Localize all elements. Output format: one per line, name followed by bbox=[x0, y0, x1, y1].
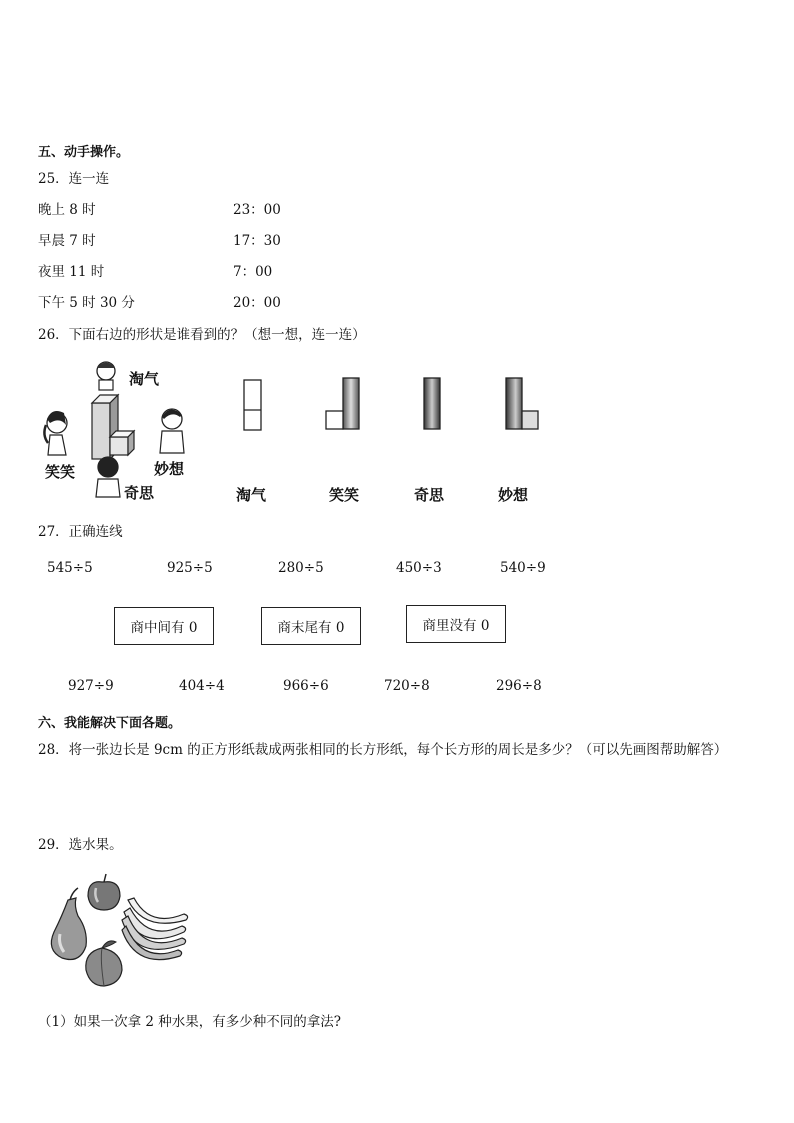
time-right-2: 17：30 bbox=[233, 233, 281, 249]
question-26-title: 26．下面右边的形状是谁看到的？（想一想，连一连） bbox=[38, 327, 366, 343]
question-29-title: 29．选水果。 bbox=[38, 837, 123, 853]
time-left-2: 早晨 7 时 bbox=[38, 233, 96, 249]
small-block-icon bbox=[110, 431, 134, 455]
division-bottom-5: 296÷8 bbox=[496, 678, 542, 694]
question-29-sub1: （1）如果一次拿 2 种水果，有多少种不同的拿法? bbox=[38, 1014, 341, 1030]
view-4-shape-icon bbox=[502, 376, 542, 434]
question-28-text: 28．将一张边长是 9cm 的正方形纸裁成两张相同的长方形纸，每个长方形的周长是多少？（可以先画图帮助解答） bbox=[38, 742, 728, 758]
children-around-blocks-illustration bbox=[40, 355, 200, 505]
time-right-4: 20：00 bbox=[233, 295, 281, 311]
view-label-1: 淘气 bbox=[236, 486, 267, 504]
child-label-xiaoxiao: 笑笑 bbox=[45, 463, 76, 481]
time-right-3: 7：00 bbox=[233, 264, 273, 280]
time-left-3: 夜里 11 时 bbox=[38, 264, 105, 280]
category-box-end-zero: 商末尾有 0 bbox=[261, 607, 361, 645]
view-label-3: 奇思 bbox=[414, 486, 445, 504]
time-left-4: 下午 5 时 30 分 bbox=[38, 295, 135, 311]
child-xiaoxiao-icon bbox=[44, 411, 67, 455]
view-1-shape-icon bbox=[240, 378, 264, 434]
section-five-title: 五、动手操作。 bbox=[38, 145, 130, 160]
category-box-no-zero: 商里没有 0 bbox=[406, 605, 506, 643]
division-top-3: 280÷5 bbox=[278, 560, 324, 576]
child-taoqi-icon bbox=[97, 362, 115, 390]
division-top-1: 545÷5 bbox=[47, 560, 93, 576]
division-bottom-2: 404÷4 bbox=[179, 678, 225, 694]
peach-icon bbox=[86, 941, 122, 986]
view-3-shape-icon bbox=[420, 376, 444, 434]
banana-icon bbox=[122, 898, 188, 960]
category-box-middle-zero: 商中间有 0 bbox=[114, 607, 214, 645]
fruit-illustration bbox=[44, 872, 194, 992]
division-bottom-1: 927÷9 bbox=[68, 678, 114, 694]
division-bottom-3: 966÷6 bbox=[283, 678, 329, 694]
child-label-miaoxiang: 妙想 bbox=[154, 460, 185, 478]
division-top-4: 450÷3 bbox=[396, 560, 442, 576]
question-27-title: 27．正确连线 bbox=[38, 524, 123, 540]
time-left-1: 晚上 8 时 bbox=[38, 202, 96, 218]
view-2-shape-icon bbox=[322, 376, 362, 434]
time-right-1: 23：00 bbox=[233, 202, 281, 218]
child-label-qisi: 奇思 bbox=[124, 484, 155, 502]
division-top-5: 540÷9 bbox=[500, 560, 546, 576]
section-six-title: 六、我能解决下面各题。 bbox=[38, 716, 182, 731]
child-label-taoqi: 淘气 bbox=[129, 370, 160, 388]
question-25-title: 25．连一连 bbox=[38, 171, 110, 187]
division-top-2: 925÷5 bbox=[167, 560, 213, 576]
child-miaoxiang-icon bbox=[160, 409, 184, 453]
pear-icon bbox=[51, 888, 86, 960]
child-qisi-icon bbox=[96, 457, 120, 497]
view-label-2: 笑笑 bbox=[329, 486, 360, 504]
apple-icon bbox=[88, 874, 120, 910]
view-label-4: 妙想 bbox=[498, 486, 529, 504]
division-bottom-4: 720÷8 bbox=[384, 678, 430, 694]
